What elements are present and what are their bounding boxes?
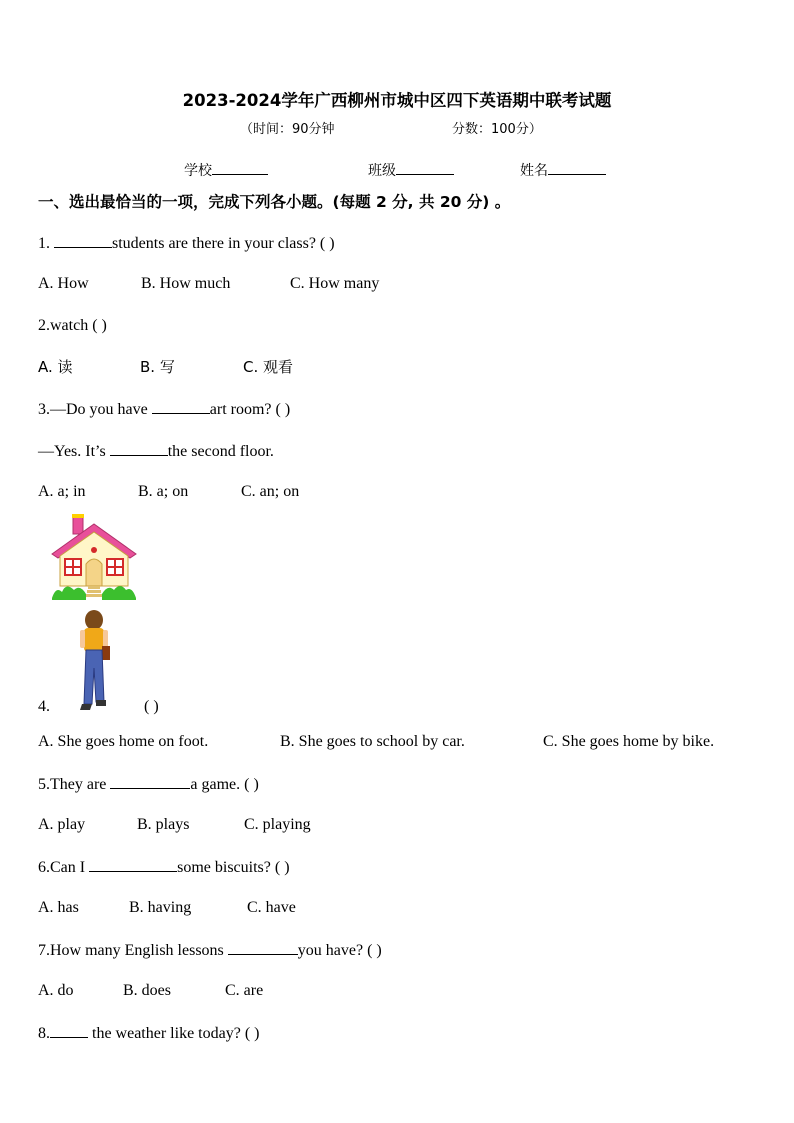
option-c[interactable]: [243, 357, 293, 378]
question-number: 1.: [38, 235, 54, 252]
question-text: 5.They are: [38, 776, 111, 793]
answer-blank[interactable]: [152, 399, 210, 414]
question-text: 8.: [38, 1025, 50, 1042]
question-3: [38, 399, 290, 420]
school-field: [184, 160, 268, 180]
question-text: 7.How many English lessons: [38, 942, 228, 959]
question-text: some biscuits? ( ): [177, 859, 290, 876]
option-b[interactable]: [140, 357, 175, 378]
question-4-paren: ( ): [144, 698, 159, 715]
question-text: art room? ( ): [209, 401, 291, 418]
name-label: 姓名: [520, 163, 548, 179]
answer-blank[interactable]: [50, 1023, 88, 1038]
option-b[interactable]: B. She goes to school by car.: [280, 733, 465, 750]
school-blank[interactable]: [212, 160, 268, 175]
question-5: [38, 774, 259, 795]
section-heading: 一、选出最恰当的一项，完成下列各小题。(每题 2 分, 共 20 分) 。: [38, 193, 511, 211]
question-text: —Yes. It’s: [38, 443, 110, 460]
option-c[interactable]: C. are: [225, 982, 264, 999]
question-text: a game. ( ): [190, 776, 259, 793]
option-a[interactable]: A. has: [38, 899, 79, 916]
answer-blank[interactable]: [110, 774, 190, 789]
question-2: 2.watch ( ): [38, 317, 107, 334]
option-c[interactable]: C. an; on: [241, 483, 300, 500]
question-6: [38, 857, 290, 878]
exam-time: （时间：90分钟: [240, 122, 335, 137]
option-c[interactable]: C. have: [247, 899, 296, 916]
question-text: 6.Can I: [38, 859, 90, 876]
question-text: you have? ( ): [297, 942, 382, 959]
option-b[interactable]: B. having: [129, 899, 192, 916]
option-b[interactable]: B. does: [123, 982, 171, 999]
option-a[interactable]: A. How: [38, 275, 89, 292]
girl-walking-illustration: [76, 610, 112, 714]
answer-blank[interactable]: [110, 441, 168, 456]
class-blank[interactable]: [396, 160, 454, 175]
question-text: the weather like today? ( ): [88, 1025, 260, 1042]
option-b[interactable]: B. plays: [137, 816, 190, 833]
option-a[interactable]: A. She goes home on foot.: [38, 733, 209, 750]
answer-blank[interactable]: [228, 940, 298, 955]
option-b[interactable]: B. a; on: [138, 483, 189, 500]
option-b-text: B. 写: [140, 358, 175, 376]
option-b[interactable]: B. How much: [141, 275, 231, 292]
option-a[interactable]: A. play: [38, 816, 86, 833]
exam-title: 2023-2024学年广西柳州市城中区四下英语期中联考试题: [182, 91, 612, 110]
school-label: 学校: [184, 163, 212, 179]
class-label: 班级: [368, 163, 396, 179]
name-blank[interactable]: [548, 160, 606, 175]
option-a-text: A. 读: [38, 358, 73, 376]
option-c-text: C. 观看: [243, 358, 294, 376]
house-illustration: [50, 514, 140, 606]
answer-blank[interactable]: [54, 233, 112, 248]
class-field: [368, 160, 454, 180]
option-a[interactable]: A. do: [38, 982, 74, 999]
question-8: [38, 1023, 259, 1044]
question-1: [38, 233, 335, 254]
option-a[interactable]: [38, 357, 73, 378]
question-text: the second floor.: [167, 443, 274, 460]
question-4-number: 4.: [38, 698, 50, 715]
option-a[interactable]: A. a; in: [38, 483, 86, 500]
option-c[interactable]: C. How many: [290, 275, 380, 292]
name-field: [520, 160, 606, 180]
question-text: students are there in your class? ( ): [112, 235, 335, 252]
option-c[interactable]: C. She goes home by bike.: [543, 733, 715, 750]
answer-blank[interactable]: [89, 857, 177, 872]
question-3-reply: [38, 441, 274, 462]
option-c[interactable]: C. playing: [244, 816, 311, 833]
question-text: 3.—Do you have: [38, 401, 152, 418]
exam-score: 分数：100分）: [452, 122, 542, 137]
question-7: [38, 940, 382, 961]
